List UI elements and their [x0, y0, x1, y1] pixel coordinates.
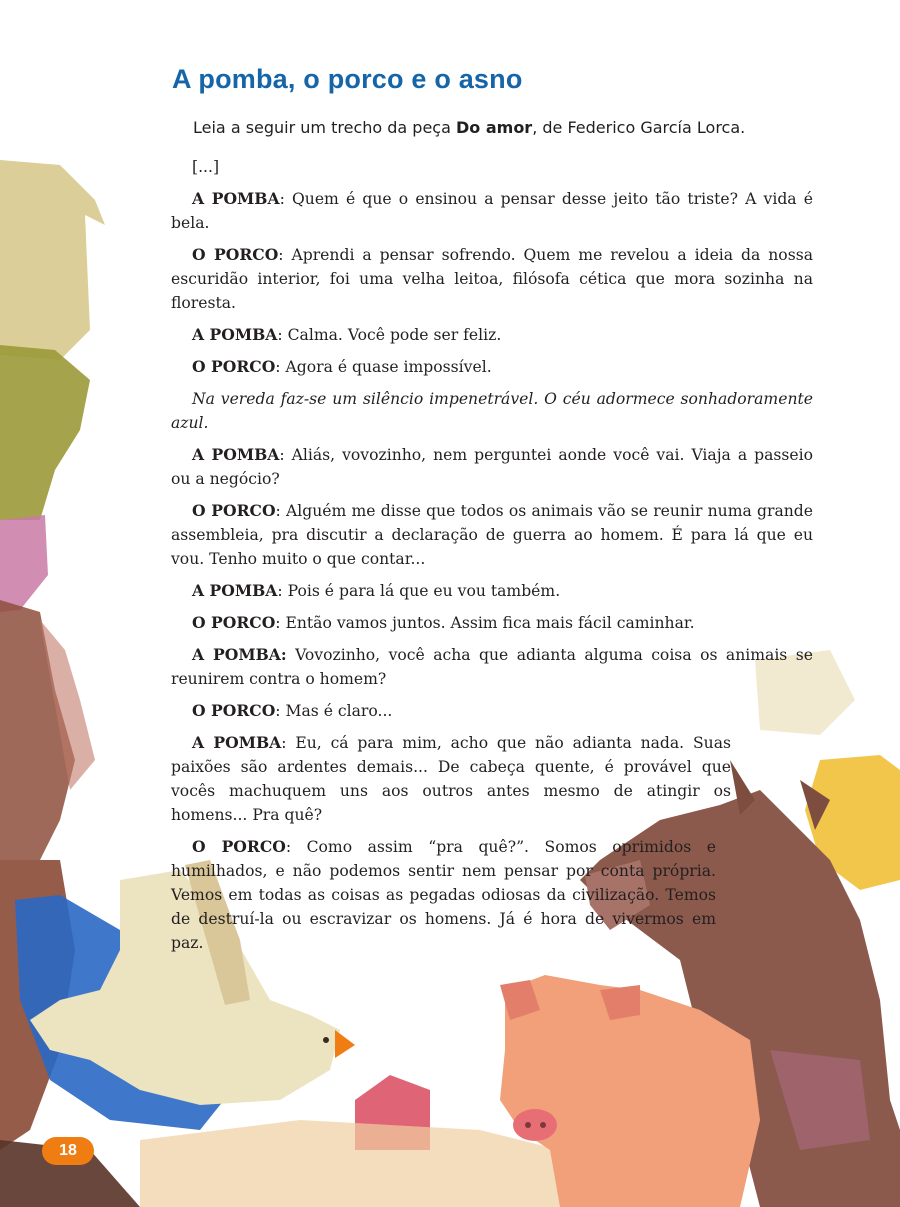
script-line: [...] [192, 158, 220, 176]
line-text: : Como assim “pra quê?”. Somos oprimidos e humilhados, e não podemos sentir nem pensar por conta própria. Vemos em todas as coisas as pegadas odiosas da civilização. Temos de destruí-la ou escravizar os homens. Já é hora de vivermos em paz. [171, 838, 716, 952]
play-excerpt [171, 155, 813, 963]
script-line [171, 835, 716, 955]
intro-work-title: Do amor [456, 118, 533, 137]
line-text: : Mas é claro... [275, 702, 393, 720]
stage-direction: Na vereda faz-se um silêncio impenetrável. O céu adormece sonhadoramente azul. [171, 390, 813, 432]
script-line [171, 699, 813, 723]
script-line [171, 579, 813, 603]
speaker: A POMBA [192, 581, 278, 600]
script-line [171, 187, 813, 235]
speaker: A POMBA [192, 445, 280, 464]
script-line [171, 499, 813, 571]
script-line [171, 643, 813, 691]
line-text: : Calma. Você pode ser feliz. [277, 326, 502, 344]
script-line [171, 355, 813, 379]
intro-text [193, 118, 745, 137]
line-text: : Então vamos juntos. Assim fica mais fácil caminhar. [275, 614, 695, 632]
script-line [171, 443, 813, 491]
speaker: O PORCO [192, 357, 276, 376]
intro-before: Leia a seguir um trecho da peça [193, 118, 456, 137]
line-text: : Aliás, vovozinho, nem perguntei aonde você vai. Viaja a passeio ou a negócio? [171, 446, 813, 488]
line-text: Vovozinho, você acha que adianta alguma coisa os animais se reunirem contra o homem? [171, 646, 813, 688]
script-line [171, 731, 731, 827]
line-text: : Pois é para lá que eu vou também. [277, 582, 561, 600]
script-line [171, 243, 813, 315]
line-text: : Alguém me disse que todos os animais vão se reunir numa grande assembleia, pra discutir a declaração de guerra ao homem. É para lá que eu vou. Tenho muito o que contar... [171, 502, 813, 568]
script-line [171, 323, 813, 347]
speaker: A POMBA [192, 189, 280, 208]
script-line [171, 611, 813, 635]
line-text: : Eu, cá para mim, acho que não adianta nada. Suas paixões são ardentes demais... De cabeça quente, é provável que vocês machuquem uns aos outros antes mesmo de atingir os homens... Pra quê? [171, 734, 731, 824]
speaker: O PORCO [192, 613, 276, 632]
intro-after: , de Federico García Lorca. [532, 118, 746, 137]
speaker: A POMBA: [192, 645, 287, 664]
line-text: : Aprendi a pensar sofrendo. Quem me revelou a ideia da nossa escuridão interior, foi uma velha leitoa, filósofa cética que mora sozinha na floresta. [171, 246, 814, 312]
speaker: O PORCO [192, 701, 276, 720]
speaker: O PORCO [192, 837, 286, 856]
speaker: A POMBA [192, 325, 278, 344]
page-number-badge: 18 [42, 1137, 94, 1165]
speaker: O PORCO [192, 501, 276, 520]
speaker: A POMBA [192, 733, 282, 752]
page-title: A pomba, o porco e o asno [172, 64, 523, 94]
line-text: : Quem é que o ensinou a pensar desse jeito tão triste? A vida é bela. [171, 190, 813, 232]
speaker: O PORCO [192, 245, 279, 264]
line-text: : Agora é quase impossível. [275, 358, 492, 376]
